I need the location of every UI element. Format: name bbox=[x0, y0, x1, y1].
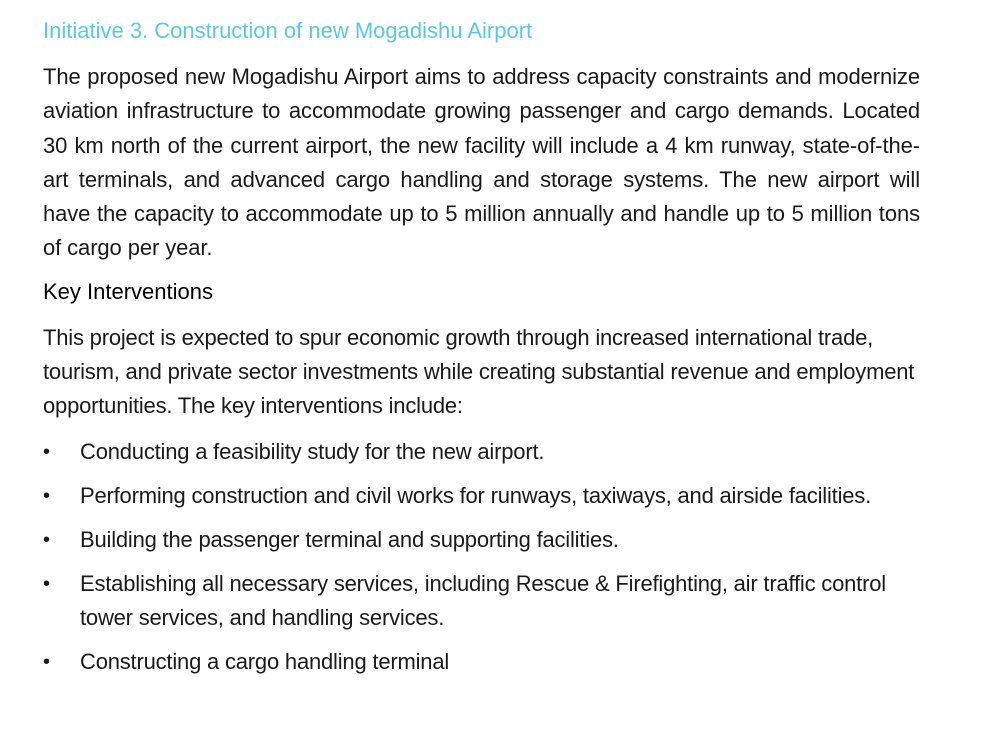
list-item-text: Conducting a feasibility study for the new airport. bbox=[80, 438, 545, 464]
list-item-text: Establishing all necessary services, including Rescue & Firefighting, air traffic control tower services, and handling services. bbox=[80, 570, 886, 630]
initiative-title: Initiative 3. Construction of new Mogadishu Airport bbox=[43, 18, 533, 43]
list-item bbox=[43, 567, 920, 635]
bullet-icon: • bbox=[43, 484, 50, 507]
bullet-icon: • bbox=[43, 528, 50, 551]
body-paragraph: This project is expected to spur economic growth through increased international trade, tourism, and private sector investments while creating substantial revenue and employment opportunities. The key interventions include: bbox=[43, 324, 915, 418]
intro-paragraph: The proposed new Mogadishu Airport aims to address capacity constraints and modernize aviation infrastructure to accommodate growing passenger and cargo demands. Located 30 km north of the current airport, the new facility will include a 4 km runway, state-of-the-art terminals, and advanced cargo handling and storage systems. The new airport will have the capacity to accommodate up to 5 million annually and handle up to 5 million tons of cargo per year. bbox=[43, 64, 920, 261]
list-item bbox=[43, 523, 920, 557]
bullet-icon: • bbox=[43, 572, 50, 595]
list-item-text: Building the passenger terminal and supporting facilities. bbox=[80, 526, 619, 552]
section-heading: Key Interventions bbox=[43, 278, 213, 304]
list-item bbox=[43, 435, 920, 469]
list-item-text: Constructing a cargo handling terminal bbox=[80, 648, 450, 674]
bullet-icon: • bbox=[43, 440, 50, 463]
list-item-text: Performing construction and civil works for runways, taxiways, and airside facilities. bbox=[80, 482, 871, 508]
bullet-icon: • bbox=[43, 650, 50, 673]
interventions-list bbox=[43, 435, 920, 679]
list-item bbox=[43, 479, 920, 513]
list-item bbox=[43, 645, 920, 679]
document-page bbox=[43, 14, 920, 689]
